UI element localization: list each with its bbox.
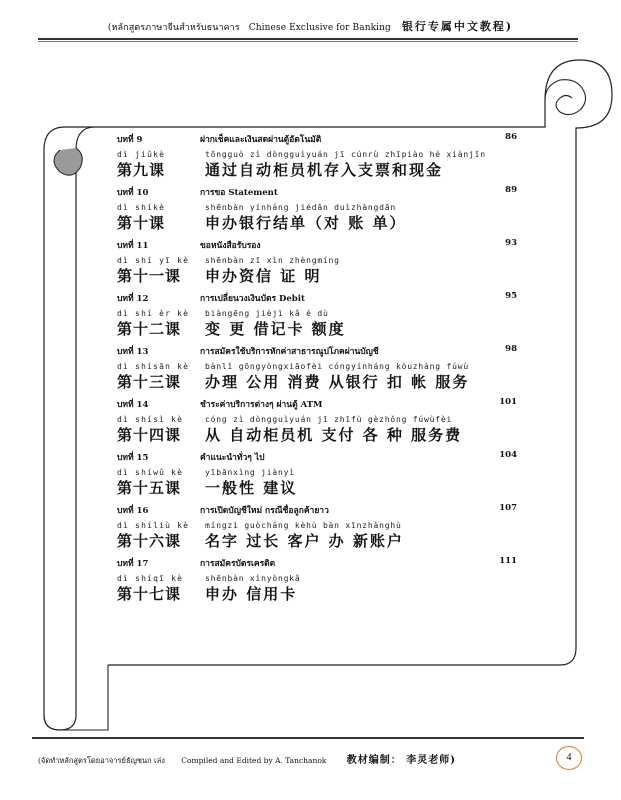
page-number: 89 xyxy=(505,185,517,195)
lesson-number-chinese: 第十二课 xyxy=(117,320,182,338)
lesson-title-thai: การเปลี่ยนวงเงินบัตร Debit xyxy=(200,294,305,304)
lesson-title-thai: การสมัครใช้บริการหักค่าสาธารณูปโภคผ่านบัญชี xyxy=(200,347,379,357)
footer-rule xyxy=(32,737,584,739)
toc-entry[interactable] xyxy=(117,344,517,397)
lesson-number-thai: บทที่ 11 xyxy=(117,241,149,251)
lesson-number-pinyin: dì shí yī kè xyxy=(117,256,190,265)
lesson-title-pinyin: yībānxìng jiànyì xyxy=(205,468,295,477)
lesson-title-pinyin: cóng zì dòngguìyuán jī zhīfù gèzhǒng fúwùfèi xyxy=(205,415,453,424)
lesson-title-thai: ฝากเช็คและเงินสดผ่านตู้อัตโนมัติ xyxy=(200,135,322,145)
toc-entry[interactable] xyxy=(117,397,517,450)
lesson-title-thai: ขอหนังสือรับรอง xyxy=(200,241,261,251)
lesson-title-pinyin: shēnbàn xìnyòngkǎ xyxy=(205,574,301,583)
lesson-title-chinese: 办理 公用 消费 从银行 扣 帐 服务 xyxy=(205,373,470,391)
page-footer xyxy=(38,751,456,767)
toc-entry[interactable] xyxy=(117,238,517,291)
footer-chinese: 教材编制： 李灵老师) xyxy=(346,755,456,766)
lesson-number-pinyin: dì shíqī kè xyxy=(117,574,184,583)
lesson-title-chinese: 申办银行结单（对 账 单） xyxy=(205,214,407,232)
lesson-number-chinese: 第十四课 xyxy=(117,426,182,444)
lesson-title-thai: คำแนะนำทั่วๆ ไป xyxy=(200,453,265,463)
lesson-title-pinyin: míngzì guòcháng kèhù bàn xīnzhànghù xyxy=(205,521,402,530)
lesson-number-pinyin: dì jiǔkè xyxy=(117,150,166,159)
lesson-number-chinese: 第十五课 xyxy=(117,479,182,497)
lesson-number-chinese: 第十三课 xyxy=(117,373,182,391)
page-number-badge: 4 xyxy=(556,746,582,770)
toc-entry[interactable] xyxy=(117,503,517,556)
lesson-title-pinyin: shēnbàn zī xìn zhèngmíng xyxy=(205,256,340,265)
lesson-number-thai: บทที่ 10 xyxy=(117,188,149,198)
lesson-title-pinyin: tōngguò zì dòngguìyuán jī cúnrù zhīpiào hé xiànjīn xyxy=(205,150,486,159)
lesson-title-chinese: 变 更 借记卡 额度 xyxy=(205,320,346,338)
lesson-title-pinyin: biàngēng jièjì kǎ é dù xyxy=(205,309,329,318)
lesson-number-thai: บทที่ 12 xyxy=(117,294,149,304)
lesson-title-chinese: 名字 过长 客户 办 新账户 xyxy=(205,532,404,550)
footer-thai: (จัดทำหลักสูตรโดยอาจารย์ธัญชนก เล่ง xyxy=(38,756,165,765)
footer-english: Compiled and Edited by A. Tanchanok xyxy=(181,756,327,765)
lesson-number-pinyin: dì shíwǔ kè xyxy=(117,468,184,477)
toc-entry[interactable] xyxy=(117,291,517,344)
lesson-number-thai: บทที่ 9 xyxy=(117,135,143,145)
page-number: 101 xyxy=(499,397,517,407)
lesson-number-chinese: 第十一课 xyxy=(117,267,182,285)
lesson-title-chinese: 一般性 建议 xyxy=(205,479,298,497)
toc-entry[interactable] xyxy=(117,556,517,609)
lesson-title-thai: การขอ Statement xyxy=(200,188,278,198)
lesson-number-pinyin: dì shísān kè xyxy=(117,362,190,371)
toc-entry[interactable] xyxy=(117,132,517,185)
lesson-title-chinese: 申办资信 证 明 xyxy=(205,267,322,285)
lesson-title-thai: ชำระค่าบริการต่างๆ ผ่านตู้ ATM xyxy=(200,400,323,410)
page-number: 98 xyxy=(505,344,517,354)
lesson-title-chinese: 从 自动柜员机 支付 各 种 服务费 xyxy=(205,426,463,444)
lesson-title-chinese: 申办 信用卡 xyxy=(205,585,298,603)
lesson-number-thai: บทที่ 17 xyxy=(117,559,149,569)
toc-entry[interactable] xyxy=(117,185,517,238)
lesson-number-thai: บทที่ 13 xyxy=(117,347,149,357)
lesson-number-thai: บทที่ 16 xyxy=(117,506,149,516)
page-number: 111 xyxy=(499,556,517,566)
page-number: 104 xyxy=(499,450,517,460)
toc-entry[interactable] xyxy=(117,450,517,503)
lesson-number-thai: บทที่ 15 xyxy=(117,453,149,463)
lesson-number-chinese: 第十六课 xyxy=(117,532,182,550)
lesson-title-chinese: 通过自动柜员机存入支票和现金 xyxy=(205,161,444,179)
header-thai: (หลักสูตรภาษาจีนสำหรับธนาคาร xyxy=(107,23,240,33)
page-number: 107 xyxy=(499,503,517,513)
page-number: 93 xyxy=(505,238,517,248)
lesson-title-pinyin: bànlǐ gōngyòngxiāofèi cóngyínháng kòuzhàng fúwù xyxy=(205,362,469,371)
lesson-number-chinese: 第十七课 xyxy=(117,585,182,603)
header-english: Chinese Exclusive for Banking xyxy=(248,23,391,33)
lesson-title-thai: การสมัครบัตรเครดิต xyxy=(200,559,276,569)
lesson-number-pinyin: dì shísì kè xyxy=(117,415,184,424)
lesson-number-pinyin: dì shí èr kè xyxy=(117,309,190,318)
lesson-number-pinyin: dì shíliù kè xyxy=(117,521,190,530)
lesson-number-pinyin: dì shíkè xyxy=(117,203,166,212)
table-of-contents xyxy=(117,132,517,609)
header-chinese: 银行专属中文教程) xyxy=(401,20,514,33)
lesson-number-chinese: 第十课 xyxy=(117,214,166,232)
page-number: 86 xyxy=(505,132,517,142)
lesson-number-chinese: 第九课 xyxy=(117,161,166,179)
lesson-title-thai: การเปิดบัญชีใหม่ กรณีชื่อลูกค้ายาว xyxy=(200,506,329,516)
lesson-title-pinyin: shēnbàn yínháng jiédān duìzhàngdān xyxy=(205,203,396,212)
lesson-number-thai: บทที่ 14 xyxy=(117,400,149,410)
page-number: 95 xyxy=(505,291,517,301)
